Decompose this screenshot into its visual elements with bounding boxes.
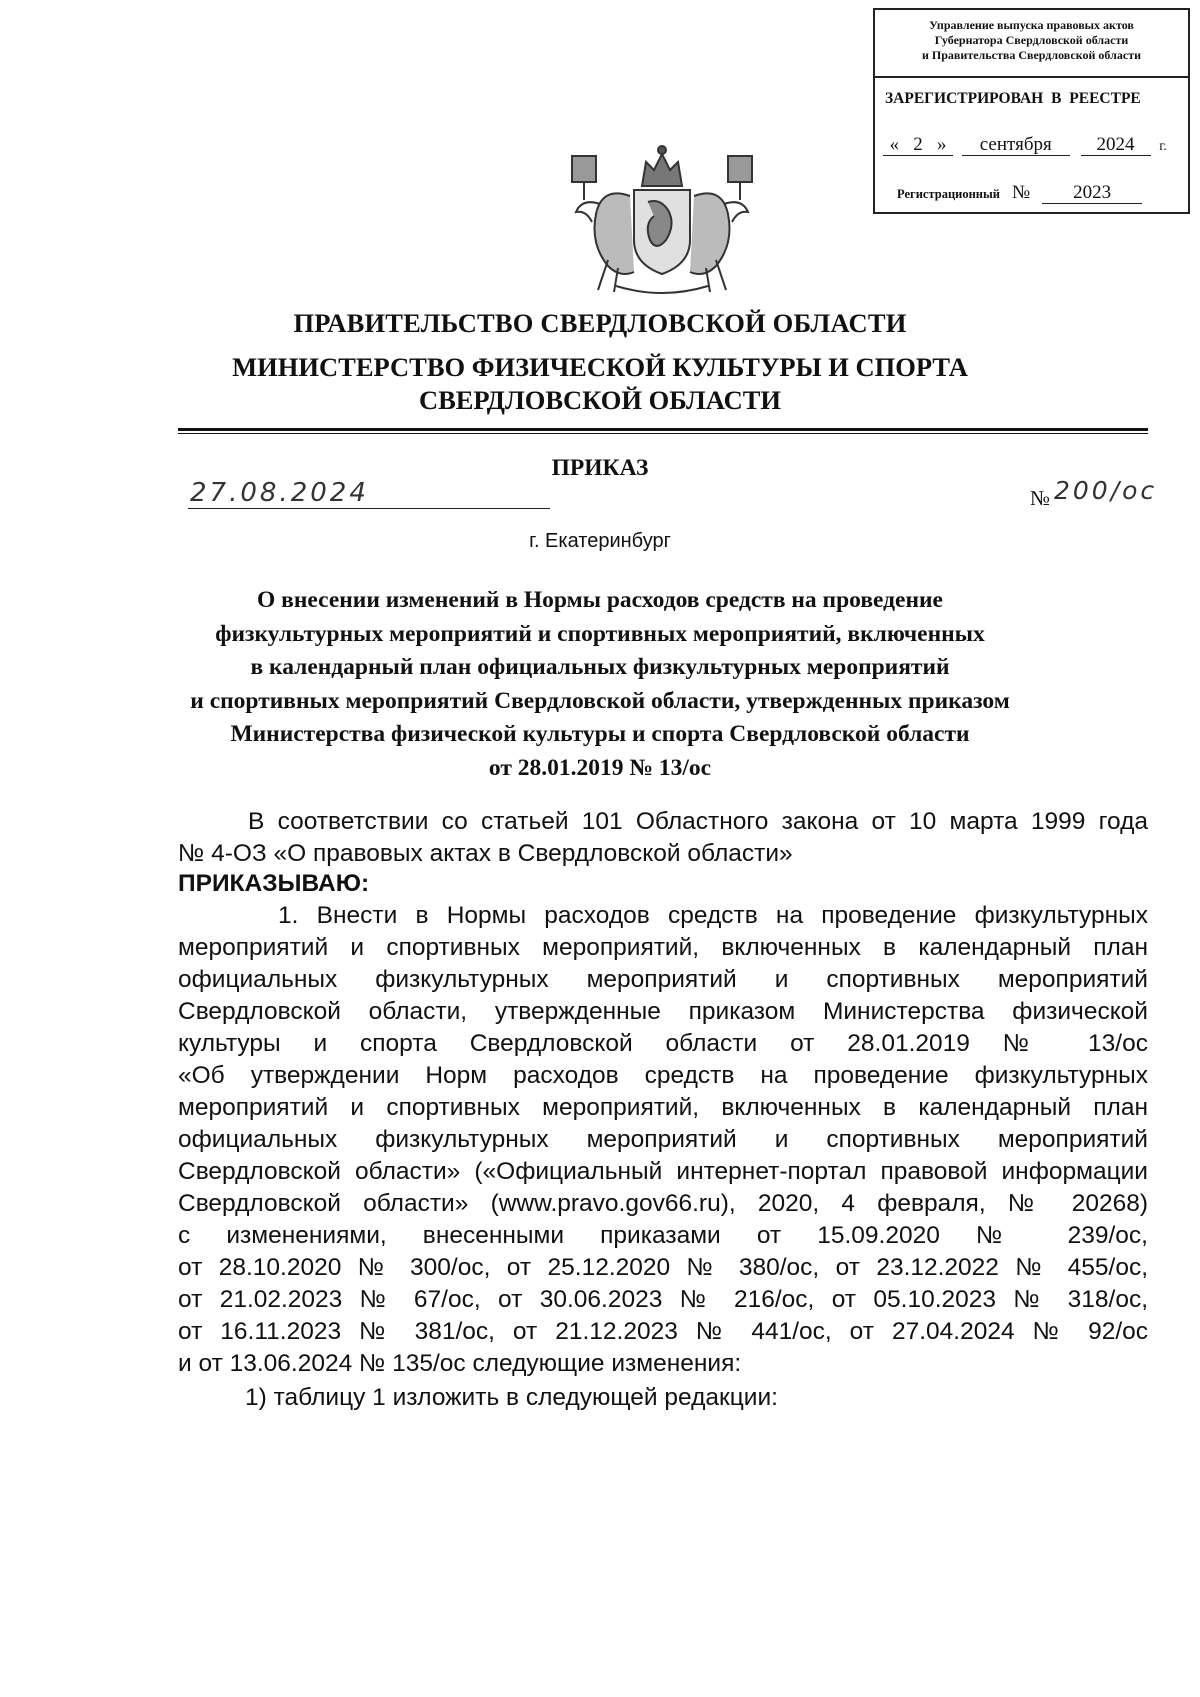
paragraph-line: официальных физкультурных мероприятий и спортивных мероприятий [178, 966, 1148, 993]
paragraph-line: Свердловской области» (www.pravo.gov66.ru), 2020, 4 февраля, № 20268) [178, 1190, 1148, 1217]
paragraph-line: от 16.11.2023 № 381/ос, от 21.12.2023 № 441/ос, от 27.04.2024 № 92/ос [178, 1318, 1148, 1345]
order-number: 200/ос [1054, 476, 1158, 505]
title-line: и спортивных мероприятий Свердловской области, утвержденных приказом [190, 687, 1010, 714]
subitem-1: 1) таблицу 1 изложить в следующей редакции: [245, 1384, 778, 1411]
paragraph-line: № 4-ОЗ «О правовых актах в Свердловской области» [178, 840, 793, 867]
title-line: в календарный план официальных физкультурных мероприятий [250, 654, 950, 681]
stamp-day-value: 2 [913, 134, 923, 155]
stamp-date [883, 134, 1167, 156]
title-line: Министерства физической культуры и спорта Свердловской области [230, 721, 970, 748]
stamp-header-line: и Правительства Свердловской области [922, 48, 1141, 62]
paragraph-line: и от 13.06.2024 № 135/ос следующие изменения: [178, 1350, 742, 1377]
order-word: ПРИКАЗЫВАЮ: [178, 870, 370, 897]
paragraph-line: 1. Внести в Нормы расходов средств на проведение физкультурных [278, 902, 1148, 929]
stamp-month: сентября [962, 135, 1070, 156]
stamp-reg-label: Регистрационный [897, 187, 1000, 201]
title-line: О внесении изменений в Нормы расходов средств на проведение [257, 587, 943, 613]
paragraph-line: официальных физкультурных мероприятий и спортивных мероприятий [178, 1126, 1148, 1153]
paragraph-line: «Об утверждении Норм расходов средств на проведение физкультурных [178, 1062, 1148, 1089]
title-line: от 28.01.2019 № 13/ос [488, 754, 712, 781]
order-date-underline [188, 508, 550, 509]
ministry-title-line2: СВЕРДЛОВСКОЙ ОБЛАСТИ [418, 385, 782, 415]
stamp-open-quote: « [889, 134, 899, 155]
order-date: 27.08.2024 [190, 478, 369, 508]
stamp-year: 2024 [1081, 135, 1151, 156]
stamp-number-sign: № [1011, 182, 1031, 203]
city: г. Екатеринбург [529, 530, 671, 552]
basis-paragraph [178, 806, 1148, 870]
stamp-day [883, 135, 953, 156]
stamp-header [875, 18, 1188, 63]
stamp-registered-label: ЗАРЕГИСТРИРОВАН В РЕЕСТРЕ [885, 90, 1141, 107]
stamp-year-suffix: г. [1159, 139, 1167, 154]
stamp-header-line: Управление выпуска правовых актов [929, 18, 1134, 32]
registration-stamp [873, 8, 1190, 214]
coat-of-arms-icon [556, 140, 768, 300]
paragraph-line: от 28.10.2020 № 300/ос, от 25.12.2020 № 380/ос, от 23.12.2022 № 455/ос, [178, 1254, 1148, 1281]
order-title [0, 584, 1200, 786]
header-rule-thick [178, 428, 1148, 431]
government-title: ПРАВИТЕЛЬСТВО СВЕРДЛОВСКОЙ ОБЛАСТИ [293, 308, 907, 338]
paragraph-line: Свердловской области» («Официальный интернет-портал правовой информации [178, 1158, 1148, 1185]
paragraph-line: с изменениями, внесенными приказами от 15.09.2020 № 239/ос, [178, 1222, 1148, 1249]
paragraph-line: культуры и спорта Свердловской области от 28.01.2019 № 13/ос [178, 1030, 1148, 1057]
stamp-header-line: Губернатора Свердловской области [934, 33, 1129, 47]
paragraph-line: В соответствии со статьей 101 Областного закона от 10 марта 1999 года [248, 808, 1148, 835]
ministry-title-line1: МИНИСТЕРСТВО ФИЗИЧЕСКОЙ КУЛЬТУРЫ И СПОРТА [232, 352, 968, 382]
stamp-close-quote: » [937, 134, 947, 155]
title-line: физкультурных мероприятий и спортивных мероприятий, включенных [215, 620, 985, 647]
paragraph-line: от 21.02.2023 № 67/ос, от 30.06.2023 № 216/ос, от 05.10.2023 № 318/ос, [178, 1286, 1148, 1313]
header-rule-thin [178, 433, 1148, 434]
item1-paragraph [178, 900, 1148, 1380]
stamp-reg-number: 2023 [1042, 183, 1142, 204]
paragraph-line: мероприятий и спортивных мероприятий, включенных в календарный план [178, 934, 1148, 961]
document-type: ПРИКАЗ [551, 455, 649, 481]
paragraph-line: мероприятий и спортивных мероприятий, включенных в календарный план [178, 1094, 1148, 1121]
stamp-reg-number-line [897, 182, 1142, 204]
stamp-divider [875, 76, 1188, 78]
order-number-label: № [1030, 486, 1051, 510]
paragraph-line: Свердловской области, утвержденные приказом Министерства физической [178, 998, 1148, 1025]
